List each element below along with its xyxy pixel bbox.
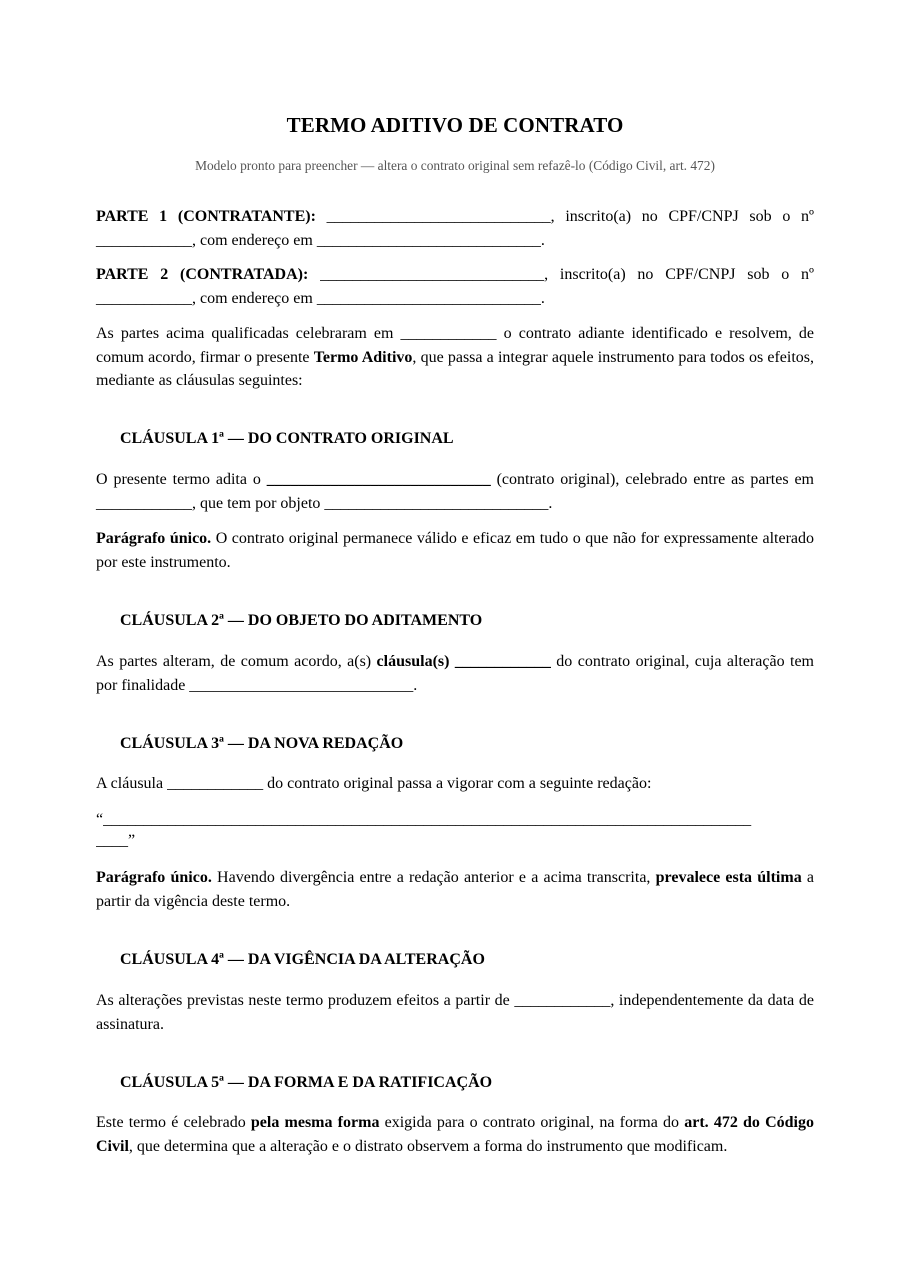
clausula3-paragrafo-post: a partir da vigência deste termo. <box>96 869 815 910</box>
clausula5-paragraph <box>96 1111 814 1158</box>
clausula1-paragrafo-label: Parágrafo único. <box>96 530 212 547</box>
clausula3-paragraph: A cláusula ____________ do contrato original passa a vigorar com a seguinte redação: <box>96 775 652 792</box>
clausula2-heading: CLÁUSULA 2ª — DO OBJETO DO ADITAMENTO <box>120 612 483 629</box>
clausula1-paragrafo-unico <box>96 527 814 574</box>
parte2-label: PARTE 2 (CONTRATADA): <box>96 266 309 283</box>
clausula2-paragraph <box>96 650 814 697</box>
clausula1-text-post: (contrato original), celebrado entre as partes em ____________, que tem por objeto ____________________________. <box>96 471 815 512</box>
clausula1-heading: CLÁUSULA 1ª — DO CONTRATO ORIGINAL <box>120 430 454 447</box>
intro-paragraph <box>96 322 814 393</box>
clausula4-heading: CLÁUSULA 4ª — DA VIGÊNCIA DA ALTERAÇÃO <box>120 951 485 968</box>
clausula5-text-pre: Este termo é celebrado <box>96 1114 251 1131</box>
clausula3-paragrafo-label: Parágrafo único. <box>96 869 212 886</box>
clausula5-bold-forma: pela mesma forma <box>250 1114 380 1131</box>
clausula5-bold-artigo: art. 472 do Código Civil <box>96 1114 814 1155</box>
document-title: TERMO ADITIVO DE CONTRATO <box>286 113 624 137</box>
intro-text-pre: As partes acima qualificadas celebraram em ____________ o contrato adiante identificado e resolvem, de comum acordo, firmar o presente <box>96 325 814 366</box>
document-subtitle: Modelo pronto para preencher — altera o contrato original sem refazê-lo (Código Civil, art. 472) <box>195 158 715 173</box>
parte2-paragraph <box>96 263 814 310</box>
clausula3-quote-line-1: “_________________________________________________________________________________ <box>96 811 752 828</box>
parte1-text: ____________________________, inscrito(a) no CPF/CNPJ sob o nº ____________, com endereço em ____________________________. <box>96 208 815 249</box>
clausula2-text-post: do contrato original, cuja alteração tem por finalidade ____________________________. <box>96 653 814 694</box>
intro-text-bold: Termo Aditivo <box>313 348 413 366</box>
clausula5-text-post: , que determina que a alteração e o distrato observem a forma do instrumento que modificam. <box>128 1137 728 1155</box>
clausula4-paragraph: As alterações previstas neste termo produzem efeitos a partir de ____________, independentemente da data de assinatura. <box>96 992 814 1033</box>
clausula3-paragrafo-text: Havendo divergência entre a redação anterior e a acima transcrita, <box>211 869 656 886</box>
clausula1-paragrafo-text: O contrato original permanece válido e eficaz em tudo o que não for expressamente alterado por este instrumento. <box>96 530 814 571</box>
clausula2-text-pre: As partes alteram, de comum acordo, a(s) <box>96 653 377 670</box>
clausula3-quote-line-2: ____” <box>96 832 136 849</box>
parte2-text: ____________________________, inscrito(a) no CPF/CNPJ sob o nº ____________, com endereço em ____________________________. <box>96 266 814 307</box>
intro-text-post: , que passa a integrar aquele instrumento para todos os efeitos, mediante as cláusulas seguintes: <box>96 348 815 389</box>
clausula3-heading: CLÁUSULA 3ª — DA NOVA REDAÇÃO <box>120 735 404 752</box>
clausula3-paragrafo-unico <box>96 866 814 913</box>
clausula3-paragrafo-bold: prevalece esta última <box>655 869 802 886</box>
parte1-paragraph <box>96 205 814 252</box>
clausula5-text-mid: exigida para o contrato original, na forma do <box>379 1114 685 1131</box>
clausula1-paragraph <box>96 468 814 515</box>
parte1-label: PARTE 1 (CONTRATANTE): <box>96 208 316 225</box>
clausula1-text-pre: O presente termo adita o <box>96 471 267 488</box>
clausula2-clausula-blank: cláusula(s) ____________ <box>376 653 551 670</box>
clausula1-contract-blank: ____________________________ <box>266 471 491 488</box>
clausula5-heading: CLÁUSULA 5ª — DA FORMA E DA RATIFICAÇÃO <box>120 1074 493 1091</box>
